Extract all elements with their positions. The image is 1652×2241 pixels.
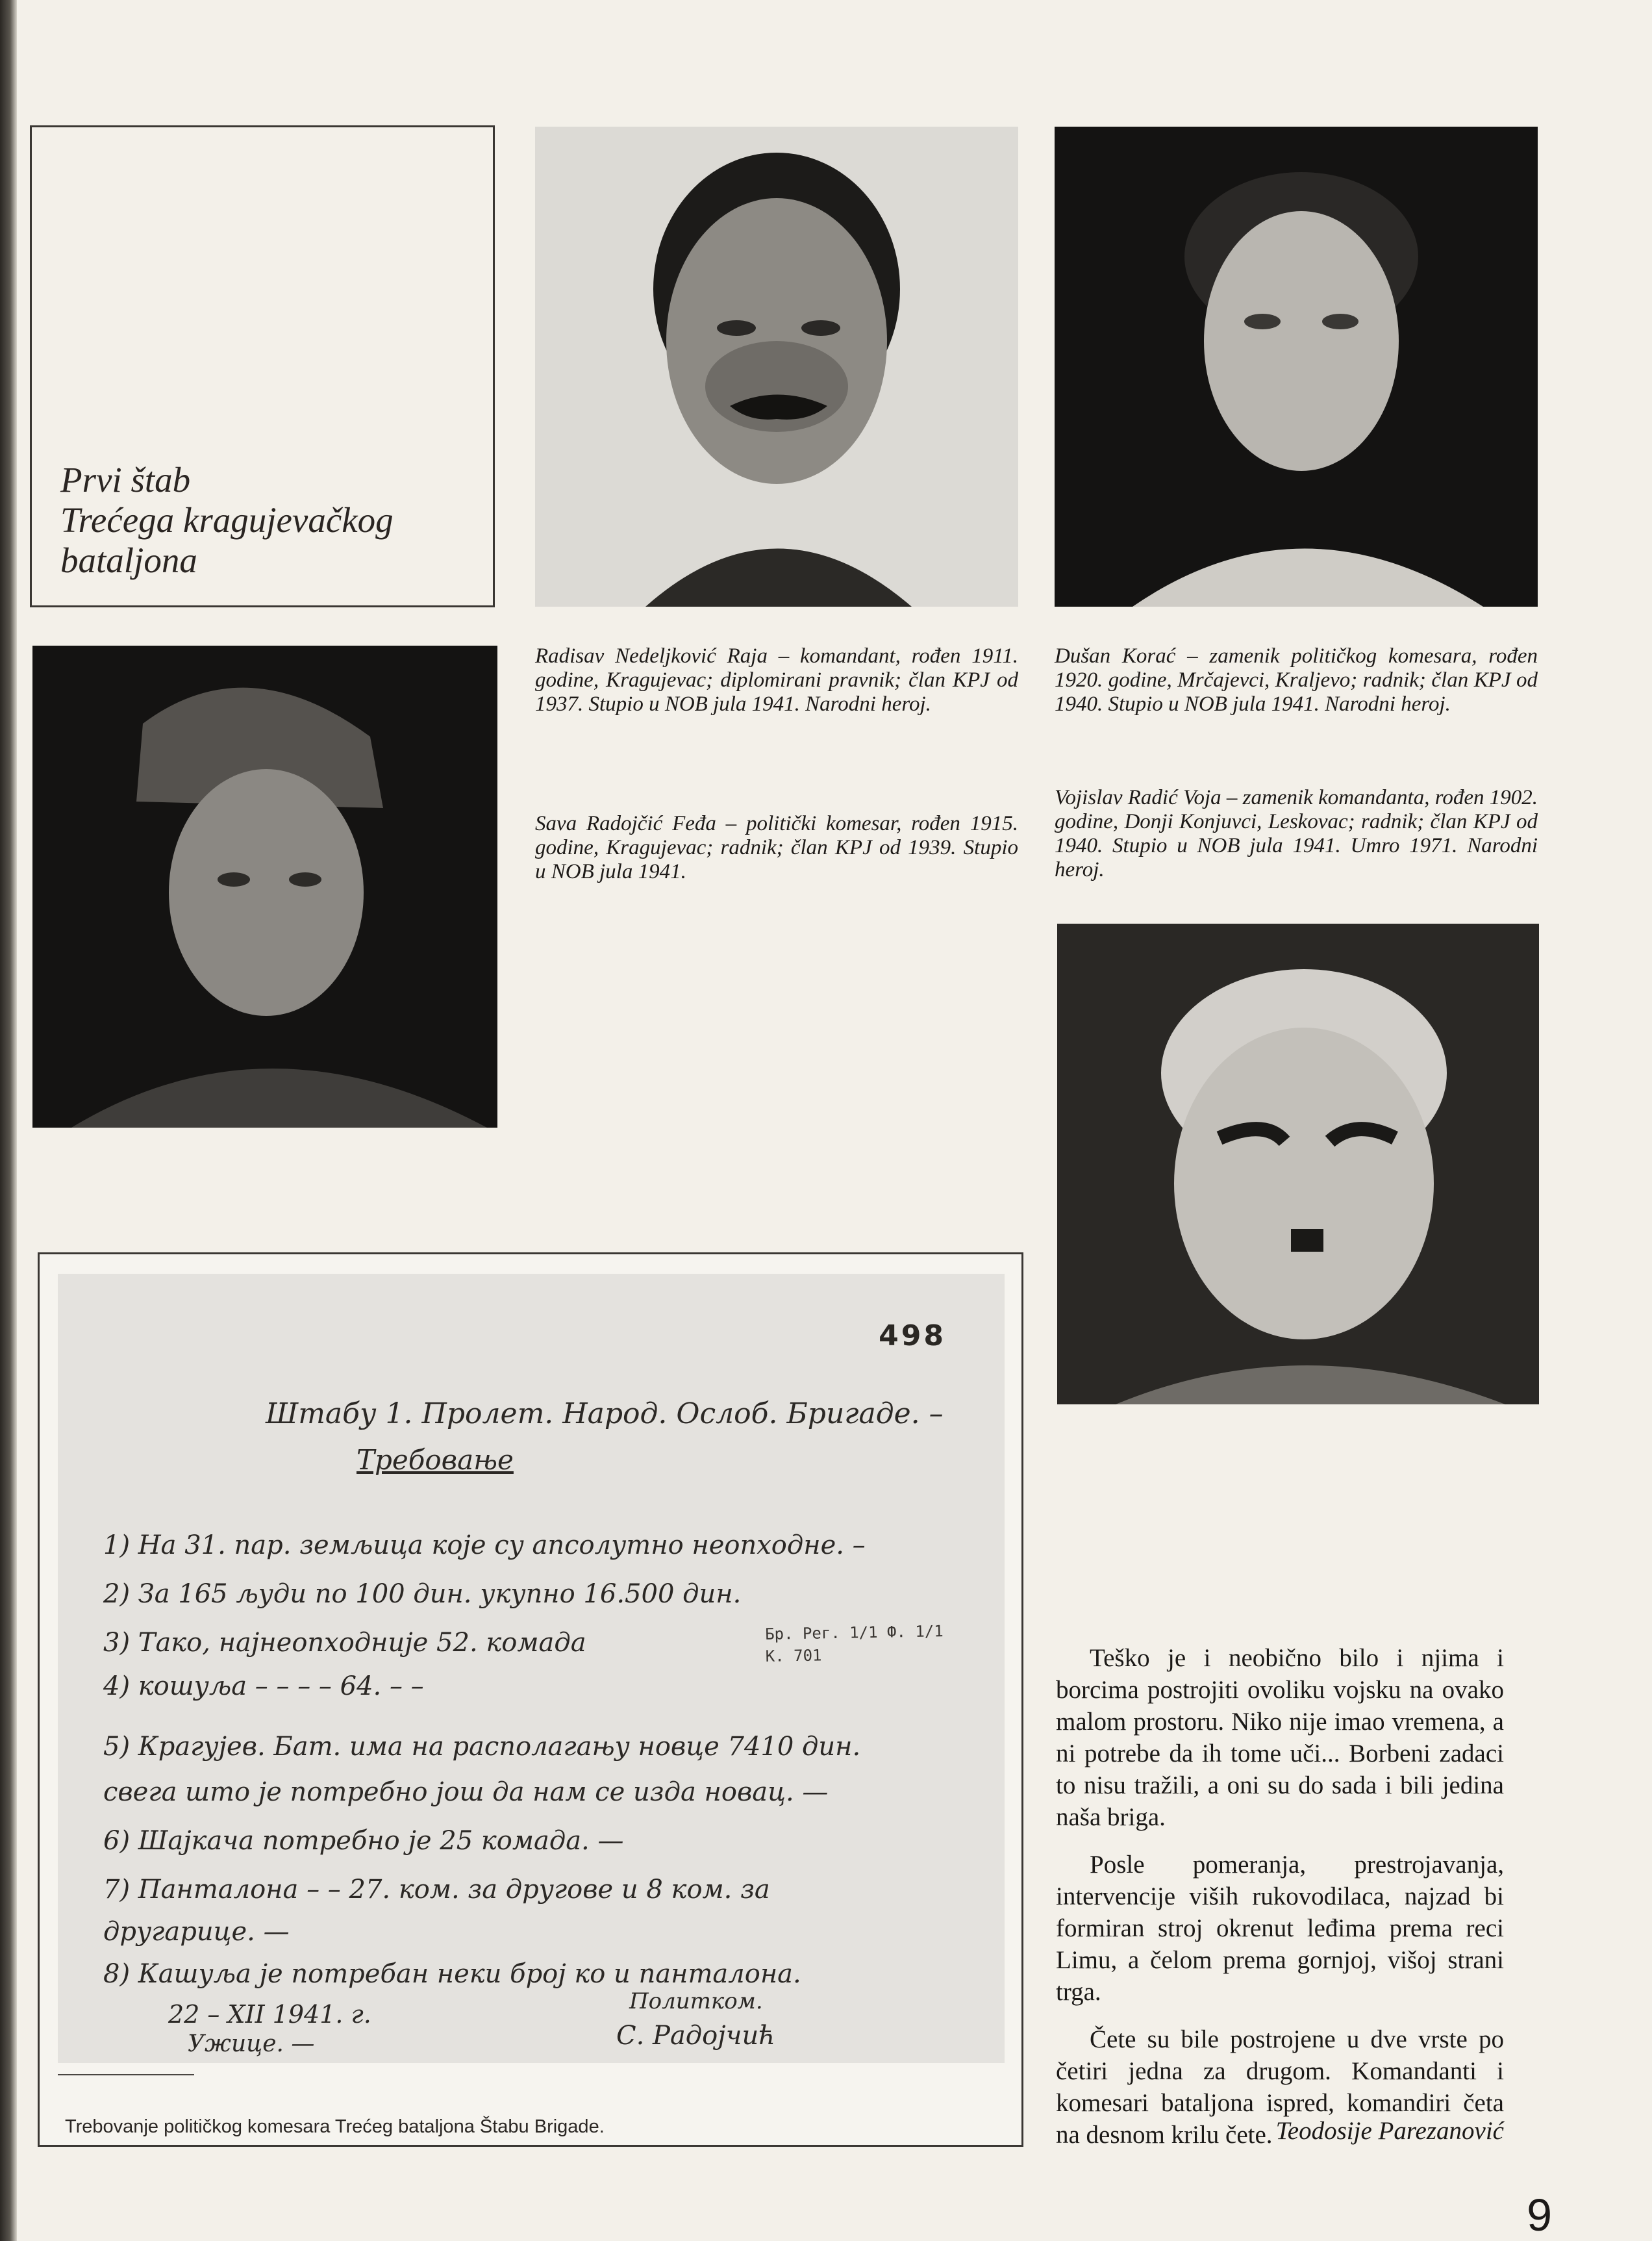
portrait-radisav-nedeljkovic [535,127,1018,607]
letter-line: 2) За 165 људи по 100 дин. укупно 16.500 дин. [103,1579,742,1609]
letter-line: 5) Крагујев. Бат. има на располагању новце 7410 дин. [103,1732,861,1762]
body-paragraph: Posle pomeranja, prestrojavanja, intervencije viših rukovodilaca, najzad bi formiran stroj okrenut leđima prema reci Limu, a čelom prema gornjoj, višoj strani trga. [1056,1851,1504,2006]
body-paragraph: Teško je i neobično bilo i njima i borcima postrojiti ovoliku vojsku na ovako malom prostoru. Niko nije imao vremena, a ni potrebe da ih tome uči... Borbeni zadaci to nisu tražili, a oni su do sada i bili jedina naša briga. [1056,1644,1504,1831]
registration-stamp [765,1619,981,1708]
letter-line: 3) Тако, најнеопходније 52. комада [103,1628,586,1658]
caption-text: Vojislav Radić Voja – zamenik komandanta, rođen 1902. godine, Donji Konjuvci, Leskovac; radnik; član KPJ od 1940. Stupio u NOB jula 1941. Umro 1971. Narodni heroj. [1055,786,1538,881]
letter-signature: С. Радојчић [616,2021,776,2051]
letter-place: Ужице. — [188,2031,315,2057]
handwritten-requisition-letter [58,1274,1005,2063]
page-gutter-shadow [0,0,17,2241]
letter-line: 7) Панталона – – 27. ком. за другове и 8 ком. за [103,1875,770,1905]
portrait-illustration [1055,127,1538,607]
portrait-vojislav-radic [1057,924,1539,1404]
letter-addressee: Штабу 1. Пролет. Народ. Ослоб. Бригаде. – [266,1397,944,1430]
section-title [60,460,394,581]
portrait-dusan-korac [1055,127,1538,607]
letter-line: свега што је потребно још да нам се изда новац. — [103,1777,829,1807]
portrait-illustration [1057,924,1539,1404]
section-title-box [30,125,495,607]
page-number: 9 [1527,2190,1552,2240]
caption-text: Dušan Korać – zamenik političkog komesara, rođen 1920. godine, Mrčajevci, Kraljevo; radnik; član KPJ od 1940. Stupio u NOB jula 1941. Narodni heroj. [1055,644,1538,716]
portrait-illustration [32,646,497,1128]
caption-radisav-nedeljkovic [535,644,1018,716]
portrait-sava-radojcic [32,646,497,1128]
caption-separator [58,2074,194,2075]
body-paragraph: Čete su bile postrojene u dve vrste po četiri jedna za drugom. Komandanti i komesari bataljona ispred, komandiri četa na desnom krilu čete. [1056,2025,1504,2149]
section-title-line: Trećega kragujevačkog [60,500,394,540]
section-title-line: Prvi štab [60,460,191,500]
section-title-line: bataljona [60,540,197,580]
caption-vojislav-radic [1055,786,1538,882]
caption-text: Sava Radojčić Feđa – politički komesar, rođen 1915. godine, Kragujevac; radnik; član KPJ od 1939. Stupio u NOB jula 1941. [535,812,1018,883]
letter-date: 22 – XII 1941. г. [168,2000,371,2029]
letter-line: 1) На 31. пар. земљица које су апсолутно неопходне. – [103,1530,866,1560]
letter-frame [38,1252,1023,2147]
body-text [1056,1642,1504,2166]
letter-line: 4) кошуља – – – – 64. – – [103,1671,424,1701]
document-number: 498 [879,1319,946,1352]
letter-line: 8) Кашуља је потребан неки број ко и панталона. [103,1959,801,1989]
letter-line: другарице. — [103,1917,290,1947]
caption-sava-radojcic [535,812,1018,884]
stamp-line: К. 701 [765,1646,822,1665]
letter-signature-title: Политком. [629,1988,763,2014]
stamp-line: Бр. Рег. 1/1 Ф. 1/1 [764,1622,944,1643]
caption-dusan-korac [1055,644,1538,716]
caption-text: Radisav Nedeljković Raja – komandant, rođen 1911. godine, Kragujevac; diplomirani pravnik; član KPJ od 1937. Stupio u NOB jula 1941. Narodni heroj. [535,644,1018,716]
portrait-illustration [535,127,1018,607]
letter-caption: Trebovanje političkog komesara Trećeg bataljona Štabu Brigade. [65,2116,605,2137]
letter-heading: Требовање [357,1444,514,1476]
letter-line: 6) Шајкача потребно је 25 комада. — [103,1826,624,1856]
author-signature: Teodosije Parezanović [1275,2117,1504,2145]
